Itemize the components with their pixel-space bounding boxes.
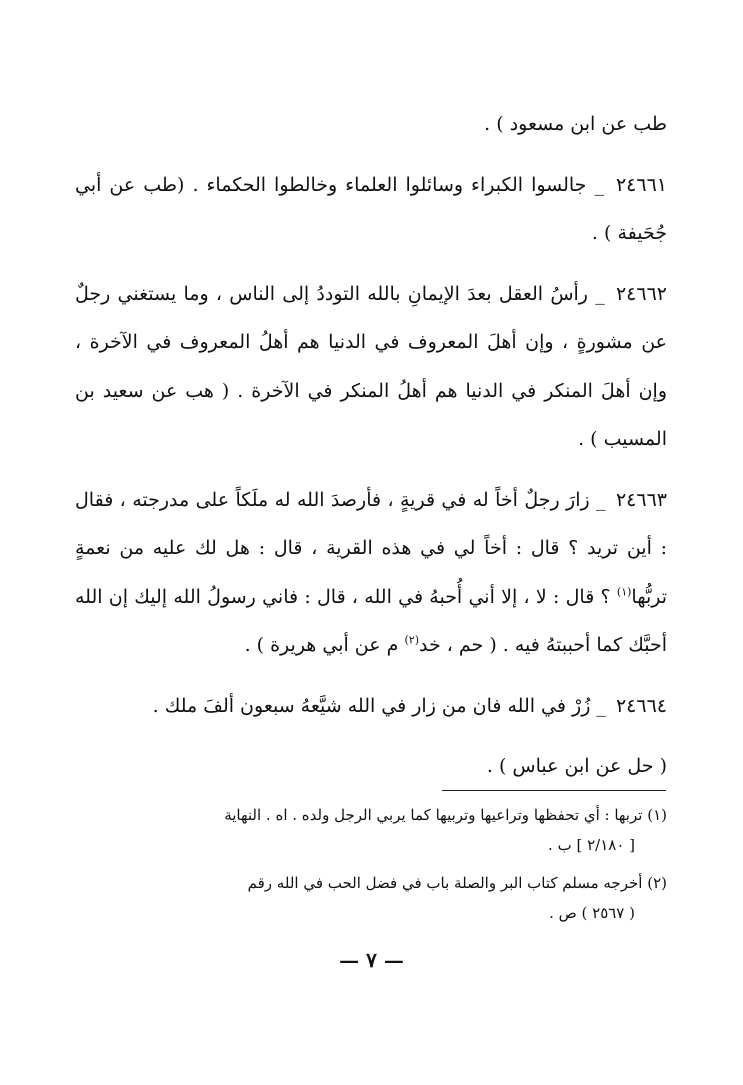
hadith-24662 bbox=[75, 270, 667, 464]
hadith-24664-source: ( حل عن ابن عباس ) . bbox=[486, 755, 667, 777]
hadith-body: _ جالسوا الكبراء وسائلوا العلماء وخالطوا الحكماء . (طب عن أبي جُحَيفة ) . bbox=[75, 173, 667, 244]
hadith-body: _ زُرْ في الله فان من زار في الله شيَّعهُ سبعون ألفَ ملك . bbox=[152, 694, 606, 717]
footnote-text: أخرجه مسلم كتاب البر والصلة باب في فضل الحب في الله رقم bbox=[247, 874, 643, 892]
hadith-number: ٢٤٦٦٣ bbox=[615, 488, 667, 511]
hadith-body: ؟ قال : لا ، إلا أني أُحبهُ في الله ، قال : فاني رسولُ الله إليك إن الله أحبَّك كما أحببتهُ فيه . ( حم ، خد bbox=[75, 585, 667, 656]
footnotes-block bbox=[75, 800, 667, 928]
hadith-24661 bbox=[75, 161, 667, 258]
hadith-text-block bbox=[75, 100, 667, 791]
continuation-line: طب عن ابن مسعود ) . bbox=[484, 113, 667, 135]
footnote-ref-1: (١) bbox=[616, 585, 632, 599]
hadith-body: _ زارَ رجلٌ أخاً له في قريةٍ ، فأرصدَ الله له ملَكاً على مدرجته ، فقال : أين تريد ؟ قال : أخاً لي في هذه القرية ، قال : هل لك عليه من نعمةٍ تربُّها bbox=[75, 488, 668, 608]
footnote-1 bbox=[75, 800, 667, 860]
footnote-text: تربها : أي تحفظها وتراعيها وتربيها كما يربي الرجل ولده . اه . النهاية bbox=[224, 806, 643, 824]
footnote-marker: (١) bbox=[647, 806, 667, 824]
hadith-body: _ رأسُ العقل بعدَ الإيمانِ بالله التوددُ إلى الناس ، وما يستغني رجلٌ عن مشورةٍ ، وإن أهلَ المعروف في الدنيا هم أهلُ المعروف في الآخرة ، وإن أهلَ المنكر في الدنيا هم أهلُ المنكر في الآخرة . ( هب عن سعيد بن المسيب ) . bbox=[75, 282, 667, 450]
footnote-divider bbox=[442, 790, 666, 791]
footnote-ref-2: (٢) bbox=[404, 633, 419, 647]
page-number: — ٧ — bbox=[339, 948, 404, 972]
hadith-number: ٢٤٦٦٤ bbox=[615, 694, 667, 717]
hadith-24664 bbox=[75, 682, 667, 731]
footnote-text-cont: ( ٢٥٦٧ ) ص . bbox=[549, 904, 635, 922]
hadith-24663 bbox=[75, 476, 667, 670]
footnote-2 bbox=[75, 868, 667, 928]
hadith-number: ٢٤٦٦١ bbox=[615, 173, 667, 196]
hadith-body: م عن أبي هريرة ) . bbox=[244, 634, 399, 656]
hadith-number: ٢٤٦٦٢ bbox=[615, 282, 667, 305]
footnote-marker: (٢) bbox=[647, 874, 667, 892]
footnote-text-cont: [ ٢/١٨٠ ] ب . bbox=[548, 836, 635, 854]
